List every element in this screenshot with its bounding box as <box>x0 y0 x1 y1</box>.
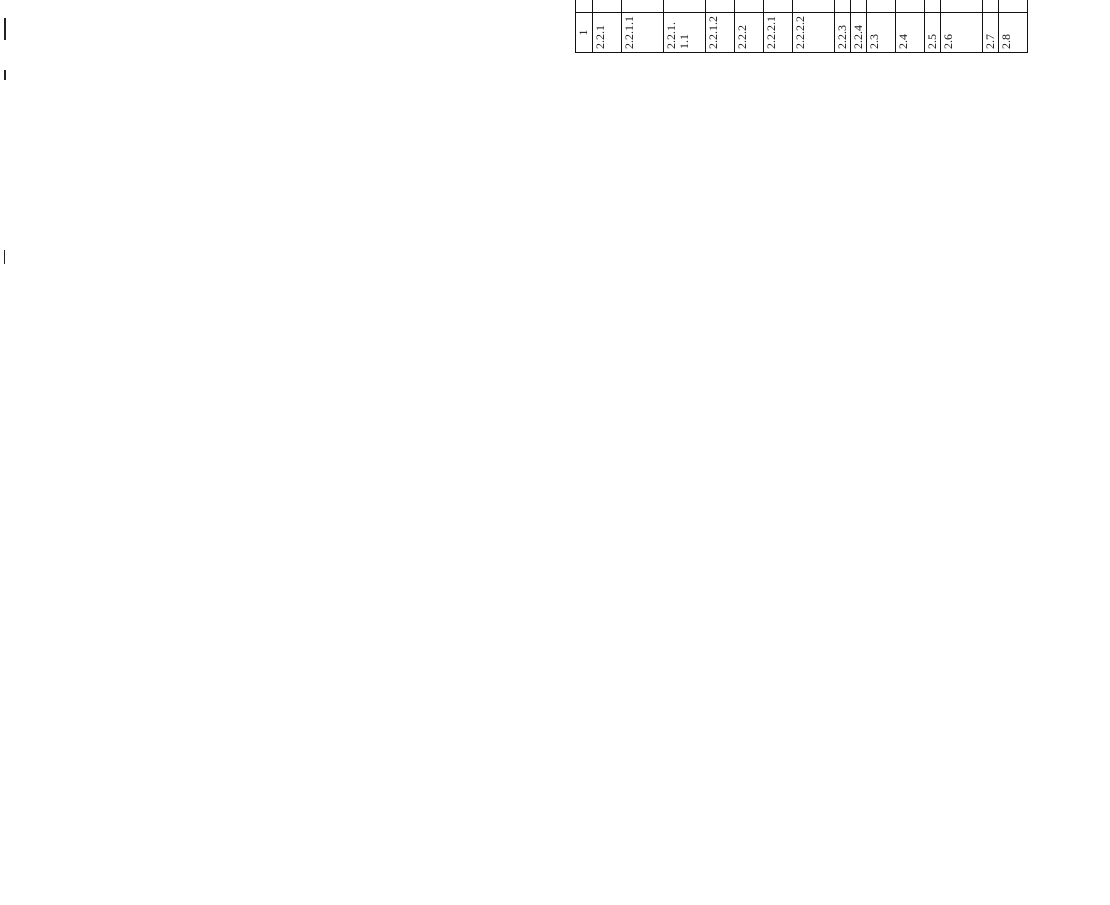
table-row <box>941 0 983 53</box>
table-row <box>983 0 999 53</box>
table-row <box>664 0 706 53</box>
column-header-2 <box>576 0 593 13</box>
row-number: 2.2.3 <box>835 13 851 53</box>
row-name <box>867 0 896 13</box>
row-name <box>999 0 1028 13</box>
row-number: 2.2.2 <box>735 13 764 53</box>
row-number: 2.4 <box>896 13 925 53</box>
table-header-row <box>576 0 593 53</box>
row-name <box>835 0 851 13</box>
row-number: 2.2.1.1 <box>622 13 664 53</box>
column-header-1: 1 <box>576 13 593 53</box>
table-row <box>925 0 941 53</box>
rotated-page <box>575 0 1110 53</box>
table-row <box>999 0 1028 53</box>
row-number: 2.2.1 <box>593 13 622 53</box>
row-name <box>983 0 999 13</box>
row-name <box>925 0 941 13</box>
row-number: 2.3 <box>867 13 896 53</box>
table-row <box>896 0 925 53</box>
row-number: 2.8 <box>999 13 1028 53</box>
row-number: 2.2.1.2 <box>706 13 735 53</box>
row-name <box>593 0 622 13</box>
row-number: 2.2.2.1 <box>764 13 793 53</box>
table-row <box>851 0 867 53</box>
data-table <box>575 0 1028 53</box>
row-number: 2.2.4 <box>851 13 867 53</box>
row-name <box>941 0 983 13</box>
scan-artifact-mark <box>4 250 5 264</box>
row-number: 2.7 <box>983 13 999 53</box>
row-name <box>664 0 706 13</box>
table-row <box>793 0 835 53</box>
scan-artifact-mark <box>4 70 6 80</box>
table-row <box>867 0 896 53</box>
row-number: 2.5 <box>925 13 941 53</box>
table-row <box>622 0 664 53</box>
row-name <box>793 0 835 13</box>
table-row <box>593 0 622 53</box>
table-row <box>735 0 764 53</box>
row-number: 2.2.1.1.1 <box>664 13 706 53</box>
table-row <box>706 0 735 53</box>
table-row <box>835 0 851 53</box>
row-number: 2.2.2.2 <box>793 13 835 53</box>
scan-artifact-mark <box>4 18 6 40</box>
row-name <box>764 0 793 13</box>
row-number: 2.6 <box>941 13 983 53</box>
table-row <box>764 0 793 53</box>
row-name <box>622 0 664 13</box>
row-name <box>896 0 925 13</box>
row-name <box>706 0 735 13</box>
row-name <box>851 0 867 13</box>
row-name <box>735 0 764 13</box>
